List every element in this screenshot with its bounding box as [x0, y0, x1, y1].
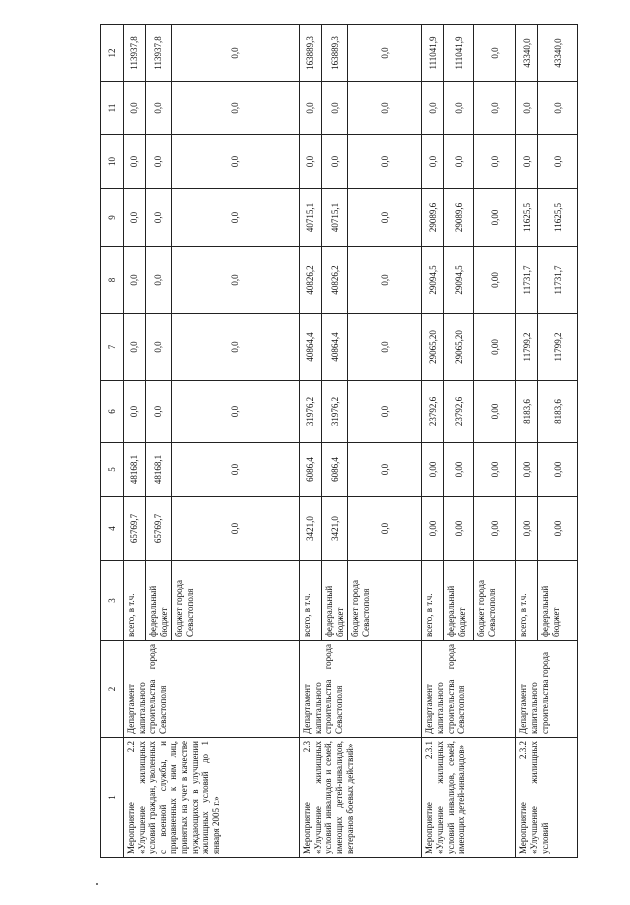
value-cell: 0,0: [348, 135, 422, 189]
value-cell: 0,0: [474, 25, 516, 82]
value-cell: 3421,0: [322, 497, 348, 561]
header-cell: 1: [101, 738, 124, 858]
value-cell: 0,0: [516, 82, 538, 135]
activity-cell: Мероприятие 2.2 «Улучшение жилищных условий граждан, уволенных с военной службы, и приравненных к ним лиц, принятых на учет в качестве нуждающихся в улучшении жилищных условий до 1 января 2005 г.»: [124, 738, 300, 858]
value-cell: 0,0: [124, 189, 146, 247]
funding-source-cell: всего, в т.ч.: [516, 561, 538, 641]
value-cell: 23792,6: [444, 381, 474, 443]
value-cell: 0,0: [172, 247, 300, 314]
value-cell: 0,0: [538, 82, 578, 135]
value-cell: 0,0: [348, 443, 422, 497]
table-row: [516, 25, 538, 858]
funding-source-cell: федеральный бюджет: [322, 561, 348, 641]
value-cell: 31976,2: [322, 381, 348, 443]
value-cell: 48168,1: [124, 443, 146, 497]
value-cell: 0,00: [474, 381, 516, 443]
value-cell: 0,0: [172, 381, 300, 443]
value-cell: 0,0: [422, 135, 444, 189]
value-cell: 0,0: [300, 135, 322, 189]
funding-source-cell: всего, в т.ч.: [422, 561, 444, 641]
value-cell: 0,00: [474, 497, 516, 561]
funding-source-cell: бюджет города Севастополя: [474, 561, 516, 641]
value-cell: 3421,0: [300, 497, 322, 561]
value-cell: 11625,5: [516, 189, 538, 247]
executor-cell: Департамент капитального строительства города: [516, 641, 578, 738]
executor-cell: Департамент капитального строительства города Севастополя: [124, 641, 300, 738]
value-cell: 0,0: [474, 135, 516, 189]
value-cell: 11799,2: [516, 314, 538, 381]
activity-cell: Мероприятие 2.3.1 «Улучшение жилищных условий инвалидов, семей, имеющих детей-инвалидов»: [422, 738, 516, 858]
funding-source-cell: бюджет города Севастополя: [348, 561, 422, 641]
value-cell: 0,0: [516, 135, 538, 189]
value-cell: 0,0: [146, 135, 172, 189]
value-cell: 0,0: [172, 189, 300, 247]
value-cell: 0,00: [516, 497, 538, 561]
value-cell: 11731,7: [516, 247, 538, 314]
value-cell: 111041,9: [444, 25, 474, 82]
funding-source-cell: федеральный бюджет: [444, 561, 474, 641]
funding-source-cell: федеральный бюджет: [538, 561, 578, 641]
scan-speck: [96, 883, 98, 885]
header-cell: 10: [101, 135, 124, 189]
funding-source-cell: федеральный бюджет: [146, 561, 172, 641]
value-cell: 29065,20: [422, 314, 444, 381]
value-cell: 0,0: [146, 82, 172, 135]
table-body: [101, 25, 578, 858]
value-cell: 0,0: [172, 25, 300, 82]
value-cell: 23792,6: [422, 381, 444, 443]
header-cell: 8: [101, 247, 124, 314]
value-cell: 11625,5: [538, 189, 578, 247]
value-cell: 113937,8: [124, 25, 146, 82]
value-cell: 31976,2: [300, 381, 322, 443]
header-cell: 5: [101, 443, 124, 497]
value-cell: 0,0: [300, 82, 322, 135]
executor-cell: Департамент капитального строительства города Севастополя: [422, 641, 516, 738]
value-cell: 43340,0: [516, 25, 538, 82]
activity-cell: Мероприятие 2.3.2 «Улучшение жилищных условий: [516, 738, 578, 858]
value-cell: 40826,2: [322, 247, 348, 314]
value-cell: 0,0: [348, 247, 422, 314]
value-cell: 65769,7: [146, 497, 172, 561]
value-cell: 0,0: [348, 497, 422, 561]
value-cell: 8183,6: [516, 381, 538, 443]
value-cell: 40864,4: [322, 314, 348, 381]
value-cell: 0,0: [322, 82, 348, 135]
value-cell: 0,0: [146, 247, 172, 314]
value-cell: 29089,6: [444, 189, 474, 247]
value-cell: 0,0: [146, 381, 172, 443]
value-cell: 11731,7: [538, 247, 578, 314]
value-cell: 40715,1: [322, 189, 348, 247]
value-cell: 0,0: [172, 82, 300, 135]
value-cell: 29089,6: [422, 189, 444, 247]
value-cell: 0,00: [516, 443, 538, 497]
value-cell: 0,00: [474, 189, 516, 247]
value-cell: 0,0: [124, 247, 146, 314]
funding-source-cell: всего, в т.ч.: [124, 561, 146, 641]
executor-cell: Департамент капитального строительства города Севастополя: [300, 641, 422, 738]
value-cell: 40826,2: [300, 247, 322, 314]
value-cell: 0,0: [348, 314, 422, 381]
header-cell: 9: [101, 189, 124, 247]
funding-table: [100, 24, 578, 858]
value-cell: 0,0: [444, 82, 474, 135]
value-cell: 0,00: [444, 443, 474, 497]
activity-cell: Мероприятие 2.3 «Улучшение жилищных условий инвалидов и семей, имеющих детей-инвалидов, ветеранов боевых действий»: [300, 738, 422, 858]
value-cell: 0,0: [124, 82, 146, 135]
value-cell: 0,0: [348, 82, 422, 135]
value-cell: 0,0: [444, 135, 474, 189]
value-cell: 163889,3: [300, 25, 322, 82]
value-cell: 0,00: [474, 247, 516, 314]
funding-source-cell: всего, в т.ч.: [300, 561, 322, 641]
value-cell: 0,00: [474, 314, 516, 381]
value-cell: 0,0: [474, 82, 516, 135]
value-cell: 163889,3: [322, 25, 348, 82]
header-cell: 7: [101, 314, 124, 381]
value-cell: 0,00: [422, 443, 444, 497]
value-cell: 0,0: [124, 381, 146, 443]
value-cell: 0,0: [124, 314, 146, 381]
value-cell: 0,0: [348, 25, 422, 82]
header-cell: 11: [101, 82, 124, 135]
value-cell: 0,00: [474, 443, 516, 497]
value-cell: 8183,6: [538, 381, 578, 443]
header-cell: 2: [101, 641, 124, 738]
value-cell: 40715,1: [300, 189, 322, 247]
value-cell: 6086,4: [300, 443, 322, 497]
table-row: [124, 25, 146, 858]
value-cell: 0,0: [172, 314, 300, 381]
value-cell: 0,0: [172, 497, 300, 561]
value-cell: 48168,1: [146, 443, 172, 497]
value-cell: 0,00: [444, 497, 474, 561]
value-cell: 0,0: [538, 135, 578, 189]
value-cell: 0,0: [172, 135, 300, 189]
value-cell: 0,0: [348, 189, 422, 247]
value-cell: 0,0: [172, 443, 300, 497]
value-cell: 0,00: [422, 497, 444, 561]
table-row: [422, 25, 444, 858]
value-cell: 111041,9: [422, 25, 444, 82]
header-cell: 6: [101, 381, 124, 443]
value-cell: 0,00: [538, 497, 578, 561]
value-cell: 6086,4: [322, 443, 348, 497]
header-row: [101, 25, 124, 858]
value-cell: 0,0: [348, 381, 422, 443]
value-cell: 43340,0: [538, 25, 578, 82]
value-cell: 29065,20: [444, 314, 474, 381]
value-cell: 0,0: [146, 314, 172, 381]
table-row: [300, 25, 322, 858]
header-cell: 4: [101, 497, 124, 561]
header-cell: 12: [101, 25, 124, 82]
value-cell: 29094,5: [422, 247, 444, 314]
value-cell: 113937,8: [146, 25, 172, 82]
value-cell: 0,0: [146, 189, 172, 247]
funding-source-cell: бюджет города Севастополя: [172, 561, 300, 641]
value-cell: 65769,7: [124, 497, 146, 561]
header-cell: 3: [101, 561, 124, 641]
value-cell: 0,0: [322, 135, 348, 189]
value-cell: 0,0: [422, 82, 444, 135]
value-cell: 11799,2: [538, 314, 578, 381]
value-cell: 0,00: [538, 443, 578, 497]
value-cell: 29094,5: [444, 247, 474, 314]
value-cell: 40864,4: [300, 314, 322, 381]
value-cell: 0,0: [124, 135, 146, 189]
